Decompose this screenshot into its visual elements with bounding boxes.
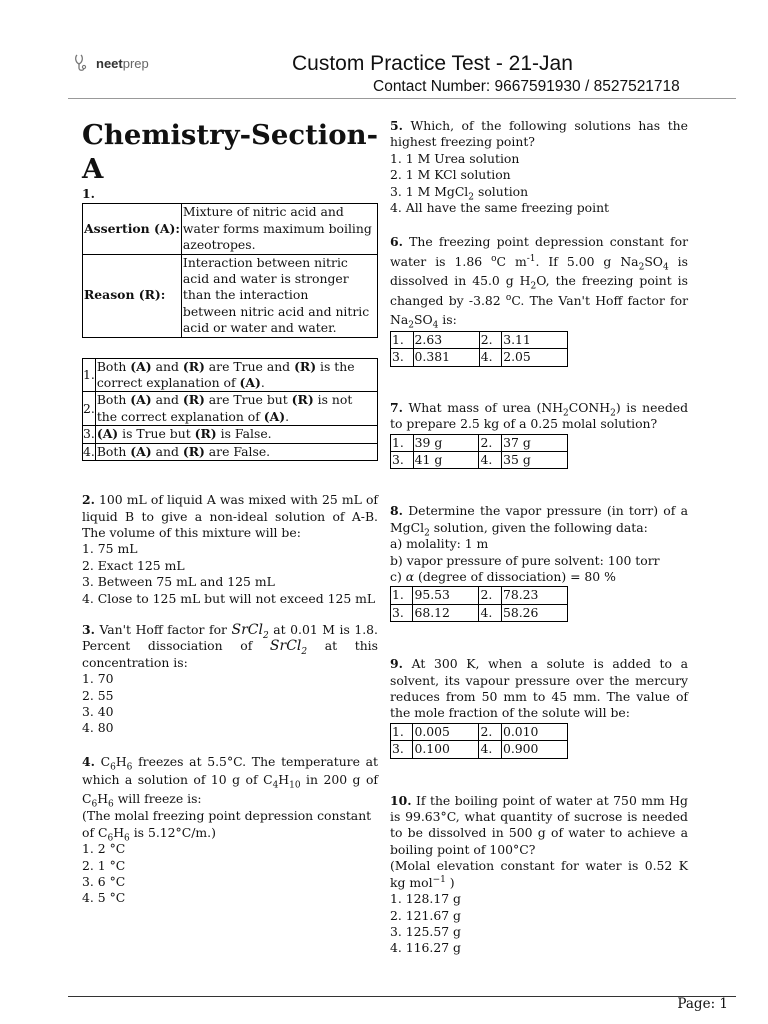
option-value[interactable]: 95.53 [413,587,479,604]
choice-text: (A) is True but (R) is False. [95,426,377,443]
options-row [391,434,568,451]
choice-number: 3. [83,426,95,442]
question-text: 6. The freezing point depression constant for water is 1.86 $^o$C $m^{-1}$. If 5.00 g $Na_2SO_4$ is dissolved in 45.0 g $H_2O$, the freezing point is changed by -3.82 $^o$C. The Van't Hoff factor for $Na_2SO_4$ is: [390,234,688,331]
options-row [391,723,568,740]
option[interactable]: 1. 75 mL [82,541,138,557]
header-divider [68,98,736,99]
left-column [82,118,378,907]
question-note: (Molal elevation constant for water is 0.52 K kg mol$^{-1}$ ) [390,858,688,890]
question-text: 3. Van't Hoff factor for SrCl$_2$ at 0.01 M is 1.8. Percent dissociation of SrCl$_2$ at this concentration is: [82,621,378,670]
option[interactable]: 4. 80 [82,720,114,736]
contact-number: Contact Number: 9667591930 / 8527521718 [373,78,680,95]
option-number: 4. [479,451,502,468]
option-value[interactable]: 2.05 [502,349,568,366]
question-4 [82,753,378,907]
option-number: 2. [479,434,502,451]
question-3 [82,622,378,737]
options-table [390,434,568,470]
reason-label: Reason (R): [83,254,182,337]
given-data: c) α (degree of dissociation) = 80 % [390,569,616,584]
option-value[interactable]: 35 g [502,451,568,468]
formula-srcl2: SrCl$_2$ [231,621,269,641]
choice-text: Both (A) and (R) are True but (R) is not the correct explanation of (A). [95,392,377,426]
question-text: 9. At 300 K, when a solute is added to a solvent, its vapour pressure over the mercury reduces from 50 mm to 45 mm. The value of the mole fraction of the solute will be: [390,656,688,721]
options-row [391,331,568,348]
option[interactable]: 3. 6 °C [82,873,126,889]
choice-text: Both (A) and (R) are False. [95,443,377,460]
assertion-reason-table [82,203,378,337]
option-value[interactable]: 37 g [502,434,568,451]
reason-text-line: between nitric acid and nitric acid or water and water. [182,303,370,336]
logo-stethoscope-icon [72,52,94,74]
option-value[interactable]: 39 g [413,434,479,451]
option[interactable]: 4. All have the same freezing point [390,200,610,216]
option-value[interactable]: 78.23 [501,587,567,604]
assertion-row [83,204,378,254]
option-value[interactable]: 68.12 [413,604,479,621]
options-row [391,349,568,366]
page-number: Page: 1 [677,996,728,1012]
question-1 [82,186,378,461]
reason-text-line: Interaction between nitric acid and water is stronger than the interaction [182,254,349,303]
question-7 [390,400,688,470]
assertion-label: Assertion (A): [83,204,182,254]
options-table [390,723,568,759]
option[interactable]: 1. 70 [82,671,114,687]
given-data: b) vapor pressure of pure solvent: 100 torr [390,552,660,568]
option[interactable]: 1. 128.17 g [390,891,461,907]
question-8 [390,503,688,622]
option-number: 4. [479,349,502,366]
option-value[interactable]: 0.900 [501,741,567,758]
option[interactable]: 3. 125.57 g [390,923,461,939]
choice-row[interactable] [83,358,378,392]
logo-text-sub: prep [122,55,149,71]
options-row [391,451,568,468]
option-number: 1. [391,723,413,740]
option-value[interactable]: 0.005 [413,723,479,740]
option[interactable]: 3. 40 [82,703,114,719]
test-title: Custom Practice Test - 21-Jan [292,52,573,75]
option[interactable]: 2. 1 °C [82,857,126,873]
option-number: 4. [479,741,501,758]
neetprep-logo [72,52,149,74]
footer-divider [68,996,736,997]
choice-row[interactable] [83,426,378,443]
option[interactable]: 4. 5 °C [82,890,126,906]
option-value[interactable]: 0.381 [413,349,479,366]
option-value[interactable]: 41 g [413,451,479,468]
option[interactable]: 2. 1 M KCl solution [390,167,511,183]
question-5 [390,118,688,216]
question-number: 1. [82,186,95,201]
option[interactable]: 3. 1 M MgCl$_2$ solution [390,183,529,203]
choice-number: 1. [83,358,96,392]
option[interactable]: 2. 55 [82,687,114,703]
options-row [391,741,568,758]
question-text: 4. $C_6H_6$ freezes at 5.5°C. The temperature at which a solution of 10 g of $C_4H_{10}$ in 200 g of $C_6H_6$ will freeze is: [82,753,379,810]
assertion-text: Mixture of nitric acid and water forms maximum boiling azeotropes. [181,204,377,254]
option-number: 1. [391,434,414,451]
choice-row[interactable] [83,443,378,460]
formula-srcl2: SrCl$_2$ [269,638,308,658]
option-value[interactable]: 2.63 [413,331,479,348]
reason-text [181,254,377,337]
option-number: 2. [479,723,501,740]
option-number: 3. [391,741,413,758]
question-text: 10. If the boiling point of water at 750 mm Hg is 99.63°C, what quantity of sucrose is needed to be dissolved in 500 g of water to achieve a boiling point of 100°C? [390,792,688,857]
option-value[interactable]: 58.26 [501,604,567,621]
option-number: 2. [479,587,501,604]
question-6 [390,232,688,366]
reason-row [83,254,378,337]
choice-text: Both (A) and (R) are True and (R) is the correct explanation of (A). [95,358,377,392]
question-2 [82,492,378,607]
option[interactable]: 1. 2 °C [82,841,126,857]
options-table [390,586,568,622]
option[interactable]: 2. Exact 125 mL [82,557,185,573]
logo-text-main: neet [96,55,123,71]
right-column [390,118,688,957]
options-row [391,604,568,621]
option-number: 3. [391,604,413,621]
option-number: 3. [391,451,414,468]
option-value[interactable]: 0.010 [501,723,567,740]
question-text: 2. 100 mL of liquid A was mixed with 25 mL of liquid B to give a non-ideal solution of A-B. The volume of this mixture will be: [82,492,378,540]
question-text: 8. Determine the vapor pressure (in torr) of a MgCl$_2$ solution, given the following data: [390,503,688,539]
question-text: 5. Which, of the following solutions has the highest freezing point? [390,118,688,150]
option-value[interactable]: 0.100 [413,741,479,758]
option[interactable]: 4. 116.27 g [390,940,461,956]
option-number: 4. [479,604,501,621]
option-number: 1. [391,331,414,348]
option[interactable]: 1. 1 M Urea solution [390,150,520,166]
choice-row[interactable] [83,392,378,426]
option-number: 2. [479,331,502,348]
option[interactable]: 3. Between 75 mL and 125 mL [82,574,275,590]
options-table [390,331,568,367]
choice-number: 4. [83,443,95,459]
choice-number: 2. [83,392,96,426]
question-10 [390,793,688,957]
option-number: 3. [391,349,414,366]
answer-choices-table [82,358,378,461]
option-number: 1. [391,587,413,604]
options-row [391,587,568,604]
option[interactable]: 4. Close to 125 mL but will not exceed 125 mL [82,590,376,606]
question-text: 7. What mass of urea $(NH_2CONH_2)$ is needed to prepare 2.5 kg of a 0.25 molal solution? [390,399,689,432]
option-value[interactable]: 3.11 [502,331,568,348]
given-data: a) molality: 1 m [390,536,489,552]
option[interactable]: 2. 121.67 g [390,907,461,923]
question-9 [390,656,688,758]
question-note: (The molal freezing point depression constant of $C_6H_6$ is 5.12°C/m.) [82,808,372,844]
section-title: Chemistry-Section-A [82,119,378,185]
